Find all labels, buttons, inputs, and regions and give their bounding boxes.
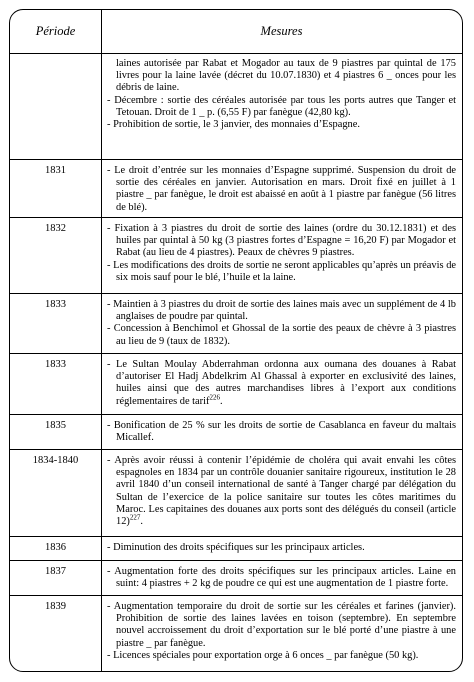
row-measures xyxy=(107,223,456,284)
measure-text: Le Sultan Moulay Abderrahman ordonna aux oumana des douanes à Rabat d’autoriser El Hadj Abdelkrim Al Ghassal à exporter en exclusivité des laines, huiles ainsi que des autres marchandises libres à l’export aux conditions réglementaires de tarif xyxy=(115,359,456,407)
table-row xyxy=(10,415,462,450)
table-row xyxy=(10,218,462,294)
row-measures xyxy=(107,601,456,662)
table-row xyxy=(10,294,462,354)
row-measures xyxy=(107,299,456,348)
measure-item: - Après avoir réussi à contenir l’épidémie de choléra qui avait envahi les côtes espagnoles en 1834 par un contrôle douanier sanitaire rigoureux, institution le 28 avril 1840 d’un conseil international de santé à Tanger chargé par délégation du Sultan de l’exercice de la police sanitaire sur toutes les côtes maritimes du Maroc. Les capitaines des douanes aux ports sont des délégués du conseil (article 12)$^{227}$. xyxy=(107,455,456,528)
row-measures xyxy=(107,542,456,554)
header-period: Période xyxy=(35,24,76,38)
table-row xyxy=(10,537,462,561)
measure-item: - Maintien à 3 piastres du droit de sortie des laines mais avec un supplément de 4 lb anglaises de poudre par quintal. xyxy=(107,299,456,323)
measure-continuation: laines autorisée par Rabat et Mogador au taux de 9 piastres par quintal de 175 livres pour la laine lavée (décret du 10.07.1830) et 4 piastres 6 _ onces pour les débris de laine. xyxy=(116,58,456,94)
row-period: 1833 xyxy=(45,359,66,370)
measure-item: - Les modifications des droits de sortie ne seront applicables qu’après un préavis de six mois sauf pour le blé, l’huile et la laine. xyxy=(107,260,456,284)
row-measures xyxy=(107,58,456,131)
table-row xyxy=(10,561,462,596)
footnote-ref: 227 xyxy=(129,513,141,522)
measure-item: - Le Sultan Moulay Abderrahman ordonna aux oumana des douanes à Rabat d’autoriser El Hadj Abdelkrim Al Ghassal à exporter en exclusivité des laines, huiles ainsi que des autres marchandises libres à l’export aux conditions réglementaires de tarif$^{226}$. xyxy=(107,359,456,408)
row-measures xyxy=(107,455,456,528)
measure-item: - Concession à Benchimol et Ghossal de la sortie des peaux de chèvre à 3 piastres au lieu de 9 (taux de 1832). xyxy=(107,323,456,347)
table-header xyxy=(10,10,462,54)
measure-item: - Licences spéciales pour exportation orge à 6 onces _ par fanègue (50 kg). xyxy=(107,650,456,662)
row-period: 1833 xyxy=(45,299,66,310)
row-period: 1832 xyxy=(45,223,66,234)
measure-item: - Augmentation temporaire du droit de sortie sur les céréales et farines (janvier). Prohibition de sortie des laines lavées en toison (septembre). En septembre nouvel accroissement du droit d’exportation sur le blé porté d’une piastre à une piastre _ par fanègue. xyxy=(107,601,456,650)
row-period: 1837 xyxy=(45,566,66,577)
measure-item: - Décembre : sortie des céréales autorisée par tous les ports autres que Tanger et Tetouan. Droit de 1 _ p. (6,55 F) par fanègue (42,80 kg). xyxy=(107,95,456,119)
measure-item: - Diminution des droits spécifiques sur les principaux articles. xyxy=(107,542,456,554)
table-row xyxy=(10,450,462,537)
measure-item: - Augmentation forte des droits spécifiques sur les principaux articles. Laine en suint: 4 piastres + 2 kg de poudre ce qui est une augmentation de 1 piastre forte. xyxy=(107,566,456,590)
measure-item: - Le droit d’entrée sur les monnaies d’Espagne supprimé. Suspension du droit de sortie des céréales en janvier. Autorisation en mars. Droit fixé en juillet à 1 piastre _ par fanègue, le droit est abaissé en août à 1 piastre par fanègue (56 litres de blé). xyxy=(107,165,456,214)
row-measures xyxy=(107,566,456,590)
table-row xyxy=(10,596,462,672)
measure-item: - Fixation à 3 piastres du droit de sortie des laines (ordre du 30.12.1831) et des huiles par quintal à 50 kg (3 piastres fortes d’Espagne = 16,20 F) par Mogador et Rabat (au lieu de 4 piastres). Peaux de chèvres 9 piastres. xyxy=(107,223,456,260)
row-period: 1839 xyxy=(45,601,66,612)
table-row xyxy=(10,354,462,415)
row-measures xyxy=(107,420,456,444)
row-measures xyxy=(107,359,456,408)
table-row xyxy=(10,53,462,160)
table-row xyxy=(10,160,462,218)
row-period: 1835 xyxy=(45,420,66,431)
table xyxy=(9,9,463,672)
row-period: 1831 xyxy=(45,165,66,176)
header-measures: Mesures xyxy=(260,24,303,38)
measure-item: - Bonification de 25 % sur les droits de sortie de Casablanca en faveur du maltais Micallef. xyxy=(107,420,456,444)
measure-item: - Prohibition de sortie, le 3 janvier, des monnaies d’Espagne. xyxy=(107,119,456,131)
footnote-ref: 226 xyxy=(209,393,220,402)
row-period: 1836 xyxy=(45,542,66,553)
row-measures xyxy=(107,165,456,214)
row-period: 1834-1840 xyxy=(32,455,79,466)
measure-text: Après avoir réussi à contenir l’épidémie de choléra qui avait envahi les côtes espagnoles en 1834 par un contrôle douanier sanitaire rigoureux, institution le 28 avril 1840 d’un conseil international de santé à Tanger chargé par délégation du Sultan de l’exercice de la police sanitaire sur toutes les côtes maritimes du Maroc. Les capitaines des douanes aux ports sont des délégués du conseil (article 12) xyxy=(114,455,457,528)
